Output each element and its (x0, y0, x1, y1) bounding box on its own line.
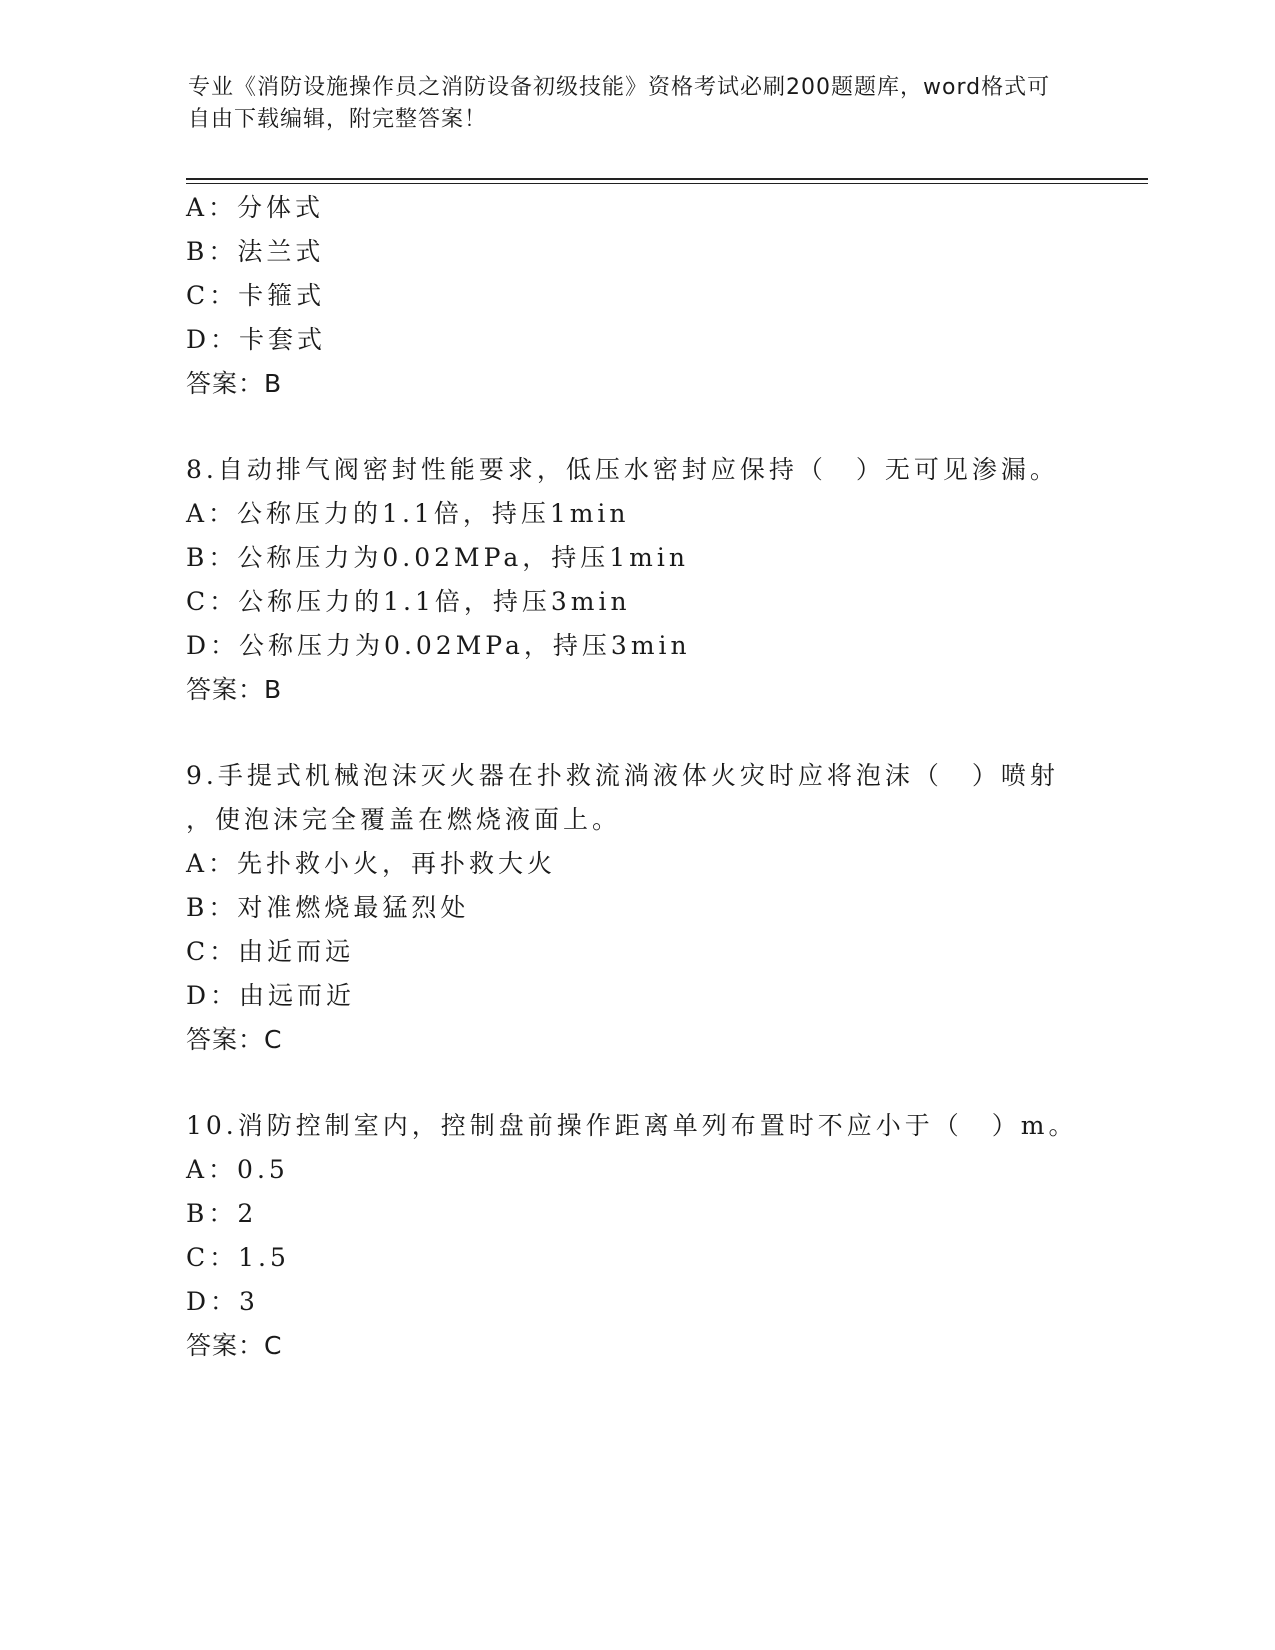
header-rule-thin (186, 183, 1148, 184)
option-d: D：公称压力为0.02MPa，持压3min (186, 631, 691, 660)
option-c: C：由近而远 (186, 937, 355, 966)
question-text: 10.消防控制室内，控制盘前操作距离单列布置时不应小于（ ）m。 (186, 1111, 1078, 1140)
option-b: B：公称压力为0.02MPa，持压1min (186, 543, 689, 572)
option-c: C：公称压力的1.1倍，持压3min (186, 587, 631, 616)
question-text: 9.手提式机械泡沫灭火器在扑救流淌液体火灾时应将泡沫（ ）喷射 (186, 761, 1059, 790)
option-d: D：由远而近 (186, 981, 356, 1010)
document-intro: 专业《消防设施操作员之消防设备初级技能》资格考试必刷200题题库，word格式可自由下载编辑，附完整答案！ (188, 75, 1051, 132)
option-b: B：对准燃烧最猛烈处 (186, 893, 470, 922)
option-b: B：2 (186, 1199, 258, 1228)
question-text: 8.自动排气阀密封性能要求，低压水密封应保持（ ）无可见渗漏。 (186, 455, 1059, 484)
answer-line: 答案：B (186, 369, 283, 398)
answer-line: 答案：C (186, 1025, 283, 1054)
option-a: A：先扑救小火，再扑救大火 (186, 849, 557, 878)
option-d: D：卡套式 (186, 325, 327, 354)
option-a: A：分体式 (186, 193, 325, 222)
option-a: A：公称压力的1.1倍，持压1min (186, 499, 630, 528)
header-rule-thick (186, 178, 1148, 180)
answer-line: 答案：B (186, 675, 283, 704)
option-c: C：1.5 (186, 1243, 290, 1272)
question-text-continued: ，使泡沫完全覆盖在燃烧液面上。 (186, 805, 622, 834)
option-c: C：卡箍式 (186, 281, 326, 310)
answer-line: 答案：C (186, 1331, 283, 1360)
option-a: A：0.5 (186, 1155, 289, 1184)
option-b: B：法兰式 (186, 237, 325, 266)
option-d: D：3 (186, 1287, 259, 1316)
